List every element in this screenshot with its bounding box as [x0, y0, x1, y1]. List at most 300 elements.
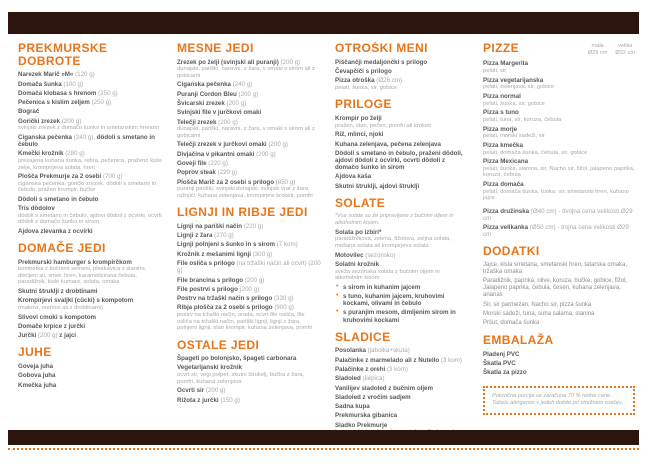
menu-item-name: Lignji na pariški način [177, 222, 242, 230]
menu-item-line [483, 181, 635, 188]
size-diameter: Ø32 cm [615, 49, 635, 56]
menu-item-line [18, 108, 163, 115]
menu-item-line [335, 115, 469, 122]
menu-item-line [483, 360, 635, 367]
section-title-priloge: PRILOGE [335, 97, 392, 112]
menu-item-description: pelati, šunka, sir, gobice [483, 100, 545, 107]
menu-item-description: dödoli s smetano in čebulo, ajdovi dödoli z ocvirki, ocvrti dödoli z domačo šunko in sirom [18, 212, 162, 226]
menu-item-weight: (200 g) [266, 141, 288, 149]
menu-item-weight: (220 g) [206, 160, 228, 168]
menu-item-name: Pladenj PVC [483, 350, 520, 358]
menu-item-line [483, 302, 635, 309]
menu-item-name: Ajdova kaša [335, 173, 372, 181]
menu-item [336, 309, 469, 323]
menu-item-description: puranji pariški, svinjski dunajski, svinjski vrat z žara, ražnjiči, kuhana zelenjava, krompirjevi kroketi, pomfri [177, 186, 313, 199]
section-otroski-meni [335, 42, 469, 91]
section-dodatki [483, 245, 635, 327]
menu-item-line [335, 68, 469, 75]
menu-item [177, 119, 321, 140]
menu-item [483, 320, 635, 327]
menu-item [335, 366, 469, 373]
menu-item-name: Domače krpice z jurčki [18, 323, 86, 331]
menu-item-line [335, 366, 469, 373]
menu-item-line [335, 77, 469, 84]
menu-columns [18, 42, 635, 447]
menu-item-line [177, 223, 321, 230]
section-header-ostale-jedi [177, 339, 321, 352]
menu-item-name: Pizza otroška [335, 77, 375, 85]
menu-item-weight: (200 g) [224, 100, 247, 107]
menu-item-line [18, 382, 163, 389]
section-title-dodatki: DODATKI [483, 244, 540, 259]
menu-item-line [177, 179, 321, 186]
menu-item-line [177, 109, 321, 116]
menu-item-weight: (200 g) [216, 118, 238, 126]
menu-item [177, 232, 321, 239]
menu-item-weight: (250 g) [89, 99, 112, 107]
menu-item-weight: (700 g) [101, 173, 123, 181]
menu-item [177, 251, 321, 258]
menu-item-name: Rižota z jurčki [177, 396, 219, 404]
menu-item-line [335, 412, 469, 419]
menu-item [18, 108, 163, 115]
menu-item-line [335, 347, 469, 354]
menu-item-line [18, 150, 163, 157]
menu-item-name: Pečenica s kislim zeljem [18, 99, 90, 107]
menu-item-line [335, 141, 469, 148]
bottom-orange-dotted-line [8, 448, 639, 450]
menu-item-line [177, 81, 321, 88]
menu-item-line [343, 293, 469, 307]
menu-item [336, 293, 469, 307]
menu-item-line [335, 261, 469, 268]
menu-item-name: Tris dödolov [18, 205, 55, 213]
section-header-embalaza [483, 334, 635, 347]
menu-item-line [483, 262, 635, 276]
menu-item-line [343, 284, 469, 291]
menu-item-line [335, 385, 469, 392]
menu-item-weight: (200 g) [36, 332, 58, 340]
menu-item [18, 118, 163, 132]
menu-item-name: Gobova juha [18, 372, 56, 380]
menu-item-name-extra: z jajci [57, 332, 77, 340]
menu-item-description: pelati, šunka, slanina, sir, Nacho sir, fižol, jalapeno paprika, koruza, čebula [483, 165, 635, 179]
menu-item [177, 81, 321, 88]
menu-item-weight: (120 g) [73, 71, 95, 79]
menu-item-line [177, 91, 321, 98]
section-title-ostale-jedi: OSTALE JEDI [177, 337, 260, 352]
menu-item [18, 196, 163, 203]
menu-item-line [483, 320, 635, 327]
menu-item [483, 126, 635, 140]
menu-item [483, 93, 635, 107]
menu-item-line [18, 332, 163, 339]
footnote-line: Tabelo alergenov v jedeh dobite pri strežnem osebju. [492, 400, 624, 407]
size-pair-velika [615, 43, 635, 56]
section-lignji-in-ribje-jedi [177, 206, 321, 331]
menu-item-line [177, 119, 321, 126]
section-header-lignji-in-ribje-jedi [177, 206, 321, 219]
menu-item [335, 183, 469, 190]
menu-item [177, 160, 321, 167]
menu-item-name: Ciganska pečenka [177, 81, 231, 89]
menu-item-weight: (Ø26 cm) [374, 77, 403, 85]
footnote-box [483, 386, 635, 415]
menu-item-weight: (200 g) [237, 285, 260, 293]
menu-item-description: pelati, morski sadeži, sir [483, 133, 545, 140]
menu-item-description: svinjski zrezek z domačo šunko in smetanskim hrenom [18, 125, 160, 132]
menu-column-2 [177, 42, 321, 411]
menu-item-name: Sir, sir parmezan, Nacho sir, pizza šunka [483, 301, 592, 308]
section-title-sladice: SLADICE [335, 329, 391, 344]
menu-item-name: Telečji zrezek [177, 118, 217, 126]
menu-item [177, 277, 321, 284]
section-domace-jedi [18, 242, 163, 339]
footnote-line: Polovična porcija se zaračuna 70 % redne cene. [492, 392, 612, 399]
menu-item-name: Dödoli s smetano in čebulo, praženi dödoli, ajdovi dödoli z ocvirki, ocvrti dödoli z domačo šunko in sirom [335, 149, 463, 172]
menu-item [18, 363, 163, 370]
menu-item-name: Čevapčiči s prilogo [335, 67, 392, 75]
section-title-solate: SOLATE [335, 195, 386, 210]
menu-item [177, 59, 321, 80]
section-header-otroski-meni [335, 42, 469, 55]
section-mesne-jedi [177, 42, 321, 199]
menu-item [483, 302, 635, 309]
menu-item-name: Slivovi cmoki s kompotom [18, 313, 97, 321]
menu-item-name: Ribja plošča za 2 osebi s prilogo [177, 304, 273, 312]
section-solate [335, 197, 469, 324]
menu-item [177, 223, 321, 230]
section-title-embalaza: EMBALAŽA [483, 333, 554, 348]
menu-item [335, 229, 469, 250]
menu-item-line [18, 173, 163, 180]
menu-item-line [177, 160, 321, 167]
menu-item-line [177, 355, 321, 362]
menu-item-line [335, 403, 469, 410]
menu-item-line [177, 295, 321, 302]
menu-item-name: Sladko Prekmurje [335, 421, 388, 429]
size-label: velika [618, 43, 633, 49]
section-title-lignji-in-ribje-jedi: LIGNJI IN RIBJE JEDI [177, 205, 308, 220]
menu-item [177, 179, 321, 200]
section-header-solate [335, 197, 469, 210]
menu-item-weight: (Ø40 cm) - dvojna cena velikosti Ø29 cm [483, 207, 633, 222]
section-title-otroski-meni: OTROŠKI MENI [335, 42, 428, 55]
menu-item-weight: (200 g) [254, 150, 276, 158]
menu-item [335, 412, 469, 419]
menu-item-name: Solatni krožnik [335, 260, 380, 268]
menu-item-line [483, 208, 635, 222]
menu-item-weight: (kepica) [360, 375, 385, 383]
menu-item [177, 169, 321, 176]
menu-item-name: Sladoled [335, 375, 361, 383]
menu-item-name: Svinjski file v jurčkovi omaki [177, 109, 262, 117]
menu-item-line [18, 90, 163, 97]
menu-item-line [177, 169, 321, 176]
menu-item [177, 241, 321, 248]
menu-item-line [177, 304, 321, 311]
menu-item-name: Domača klobasa s hrenom [18, 89, 97, 97]
menu-item [483, 224, 635, 238]
menu-item-line [18, 228, 163, 235]
menu-item-name: Kmečka juha [18, 381, 57, 389]
menu-item [177, 100, 321, 107]
menu-item-line [18, 71, 163, 78]
menu-item-line [483, 93, 635, 100]
section-header-dodatki [483, 245, 635, 258]
menu-item [335, 68, 469, 75]
menu-item [18, 323, 163, 330]
menu-item-line [18, 81, 163, 88]
menu-item-weight: (220 g) [241, 222, 264, 230]
menu-item-line [177, 232, 321, 239]
menu-item-name: Pizza s tuno [483, 109, 519, 117]
menu-item [335, 347, 469, 354]
menu-item-line [18, 363, 163, 370]
menu-item-weight: (100 g) [61, 80, 84, 88]
menu-item [177, 355, 321, 362]
menu-item-name: Škatla PVC [483, 360, 516, 368]
menu-item-name: s sirom in kuhanim jajcem [343, 283, 421, 291]
menu-column-4 [483, 42, 635, 415]
menu-item [483, 158, 635, 179]
menu-item [335, 141, 469, 148]
menu-item [483, 262, 635, 276]
menu-item-line [177, 100, 321, 107]
menu-item-name: Kmečki krožnik [18, 150, 64, 158]
menu-item-line [483, 126, 635, 133]
menu-item [335, 252, 469, 259]
menu-item-name: Vanilijev sladoled z bučnim oljem [335, 384, 433, 392]
menu-item-name: Narezek Marič »M« [18, 71, 74, 79]
menu-item-name: Špageti po bolonjsko, špageti carbonara [177, 355, 297, 363]
menu-item-line [18, 288, 163, 295]
section-header-sladice [335, 331, 469, 344]
menu-item-line [177, 387, 321, 394]
section-header-mesne-jedi [177, 42, 321, 55]
menu-item-name: Palačinke z orehi [335, 365, 386, 373]
menu-item [483, 311, 635, 318]
menu-item-name: Kuhana zelenjava, pečena zelenjava [335, 140, 441, 148]
menu-item-line [177, 141, 321, 148]
menu-item-description: prekajena kuhana šunka, rebra, pečenica, praženo kislo zelje, krompirjeva solata, hren [18, 158, 162, 171]
menu-item [483, 109, 635, 123]
menu-item-weight: (na tržaški način ali ocvrt) (200 g) [177, 260, 321, 275]
menu-item-name: Krompirjevi svaljki (cücki) s kompotom [18, 297, 134, 305]
menu-item-line [177, 260, 321, 274]
menu-item-name: Skutni štruklji z drobtinami [18, 288, 98, 296]
bottom-brown-bar [8, 430, 639, 445]
menu-item-description: pelati, šunka, sir, gobice [335, 84, 397, 91]
menu-item [483, 181, 635, 202]
section-header-juhe [18, 346, 163, 359]
menu-item-weight: (270 g) [212, 232, 234, 240]
menu-item-weight: (150 g) [218, 396, 240, 404]
menu-item-description: postrv na tržaški način, orada, ocvrt file osliča, file osliča na tržaški način, pariški lignji, lignji z žara, polnjeni lignji, slan krompir, kuhana zelenjava, pomfri [177, 312, 313, 332]
menu-item-line [177, 241, 321, 248]
menu-item-description: paradižnikova, zelena, fižolova, zeljna solata, mešana solata ali krompirjeva solata [335, 236, 452, 249]
section-sladice [335, 331, 469, 443]
menu-item-weight: (330 g) [272, 295, 294, 303]
menu-item-name: Prekmurska gibanica [335, 412, 398, 420]
size-label: mala [591, 43, 604, 49]
menu-item-name: Ciganska pečenka [18, 134, 72, 142]
menu-item [18, 288, 163, 295]
menu-item-name: Zrezek po želji (svinjski ali puranji) [177, 58, 279, 66]
section-ostale-jedi [177, 339, 321, 404]
menu-item [177, 304, 321, 331]
menu-item-name: Pizza vegetarijanska [483, 76, 544, 84]
menu-item-name: Krompir po želji [335, 114, 382, 122]
menu-item [177, 141, 321, 148]
section-title-pizze: PIZZE [483, 42, 520, 55]
menu-item [177, 91, 321, 98]
menu-item-description: (makovi, orehovi ali z drobtinami) [18, 305, 104, 312]
menu-item-line [18, 372, 163, 379]
menu-item-line [18, 297, 163, 304]
menu-item-description: ciganska pečenka, gorički zrezek, dödoli s smetano in čebulo, pražen krompir, bučke [18, 180, 157, 194]
menu-item-name: Ajdova zlevanka z ocvirki [18, 228, 93, 236]
section-title-mesne-jedi: MESNE JEDI [177, 42, 254, 55]
menu-item [177, 260, 321, 274]
section-pizze [483, 42, 635, 238]
menu-item-line [343, 309, 469, 323]
menu-item [18, 99, 163, 106]
menu-item-name: Pizza morje [483, 125, 518, 133]
menu-item [18, 150, 163, 171]
menu-item-line [177, 364, 321, 371]
menu-item-name: Solata po izbiri* [335, 228, 382, 236]
menu-item [335, 385, 469, 392]
section-title-domace-jedi: DOMAČE JEDI [18, 241, 106, 256]
menu-item [18, 90, 163, 97]
menu-item [335, 357, 469, 364]
menu-item-description: pelati, domača šunka, čebula, sir, gobice [483, 149, 588, 156]
menu-item-description: pelati, sir [483, 68, 507, 75]
menu-item-line [483, 109, 635, 116]
menu-item-line [335, 394, 469, 401]
menu-item [336, 284, 469, 291]
menu-item-weight: (200 g) [278, 58, 301, 66]
menu-item [18, 71, 163, 78]
menu-item-weight: (200 g) [236, 90, 259, 98]
menu-item-line [335, 173, 469, 180]
menu-item-weight: (7 kom) [274, 241, 298, 249]
menu-item-description: sveža sezonska solata z bučnim oljem in alkoholnim kisom [335, 268, 440, 281]
menu-item-weight: (240 g) [231, 81, 253, 89]
menu-item [18, 259, 163, 286]
menu-column-3 [335, 42, 469, 447]
menu-item-line [18, 205, 163, 212]
menu-item-name: Piščančji medaljončki s prilogo [335, 58, 428, 66]
size-pair-mala [588, 43, 608, 56]
menu-item-line [335, 59, 469, 66]
menu-item-name: Riž, mlinci, njoki [335, 131, 384, 139]
menu-item-line [18, 134, 163, 148]
menu-item-name: Prekmurski hamburger s krompirčkom [18, 258, 132, 266]
menu-item [177, 295, 321, 302]
section-title-prekmurske-dobrote: PREKMURSKE DOBROTE [18, 42, 108, 68]
menu-item-line [18, 99, 163, 106]
menu-item-name: Motovilec [335, 251, 364, 259]
menu-item-name: Škatla za pizzo [483, 369, 527, 377]
menu-item [335, 115, 469, 129]
menu-item-line [335, 375, 469, 382]
menu-item-name: Pizza velikanka [483, 224, 529, 231]
menu-item-line [483, 142, 635, 149]
menu-item-name: Lignji z žara [177, 232, 213, 240]
menu-item [483, 77, 635, 91]
menu-item [177, 286, 321, 293]
menu-item-line [335, 252, 469, 259]
menu-item-description: dunajski, pariški, naravni, z žara, v omaki s sirom ali z gobicami [177, 126, 315, 139]
menu-item-line [177, 251, 321, 258]
menu-item [483, 60, 635, 74]
menu-item [177, 387, 321, 394]
menu-item [18, 205, 163, 226]
menu-item-name-extra: dödoli s smetano in čebulo [18, 134, 155, 149]
menu-item-name: s puranjim mesom, dimljenim sirom in kruhovimi kockami [343, 309, 456, 324]
menu-item-line [483, 278, 635, 299]
menu-item [177, 109, 321, 116]
menu-item [177, 364, 321, 385]
menu-item-name: Pršut, domača šunka [483, 320, 540, 327]
menu-item-name: Plošča Marič za 2 osebi s prilogo [177, 178, 274, 186]
menu-item-name: Morski sadeži, tuna, suha salama, slanina [483, 310, 595, 317]
menu-item-weight: (3 kom) [439, 356, 462, 364]
menu-item-name: Plošča Prekmurje za 2 osebi [18, 173, 102, 181]
menu-item-weight: (250 g) [96, 89, 118, 97]
menu-item [335, 131, 469, 138]
section-note-solate: *Vse solate so že pripravljene z bučnim oljem in alkoholnim kisom. [335, 213, 454, 226]
menu-item [335, 375, 469, 382]
menu-item-description: pelati, tuna, sir, koruza, čebula [483, 116, 562, 123]
menu-item-weight: (240 g), [72, 134, 96, 142]
menu-item-name: Poprov steak [177, 169, 216, 177]
menu-item [18, 314, 163, 321]
menu-item [483, 278, 635, 299]
menu-item-description: ocvrt sir, vegi polpet, skutni štrukelj, bučka z žara, pomfri, kuhana zelenjava [177, 372, 305, 385]
menu-item-description: pražen, slan, pečen, pomfri ali kroketi [335, 122, 432, 129]
section-juhe [18, 346, 163, 388]
menu-item-weight: (900 g) [272, 304, 294, 312]
menu-item-line [483, 158, 635, 165]
section-header-priloge [335, 98, 469, 111]
menu-item-line [483, 311, 635, 318]
menu-item [18, 134, 163, 148]
menu-item-line [18, 259, 163, 266]
menu-item-name: Pizza družinska [483, 207, 530, 215]
menu-item-weight: (jabolka+skuta) [365, 347, 410, 355]
menu-item-line [335, 131, 469, 138]
top-brown-bar [8, 12, 639, 34]
menu-item-line [483, 224, 635, 238]
menu-item-name: Skutni štruklji, ajdovi štruklji [335, 182, 420, 190]
section-prekmurske-dobrote [18, 42, 163, 235]
menu-item-weight: (200 g) [204, 387, 226, 395]
menu-item-weight: (sezonsko) [363, 251, 396, 259]
menu-item-name: Sadna kupa [335, 403, 370, 411]
section-header-prekmurske-dobrote [18, 42, 163, 67]
section-header-pizze [483, 42, 635, 56]
menu-item-name: Pizza normal [483, 93, 521, 100]
menu-item [483, 208, 635, 222]
menu-item [18, 372, 163, 379]
menu-item-name: Posolanka [335, 347, 366, 355]
menu-item-weight: (200 g) [243, 276, 265, 284]
menu-item [483, 351, 635, 358]
menu-item [18, 382, 163, 389]
